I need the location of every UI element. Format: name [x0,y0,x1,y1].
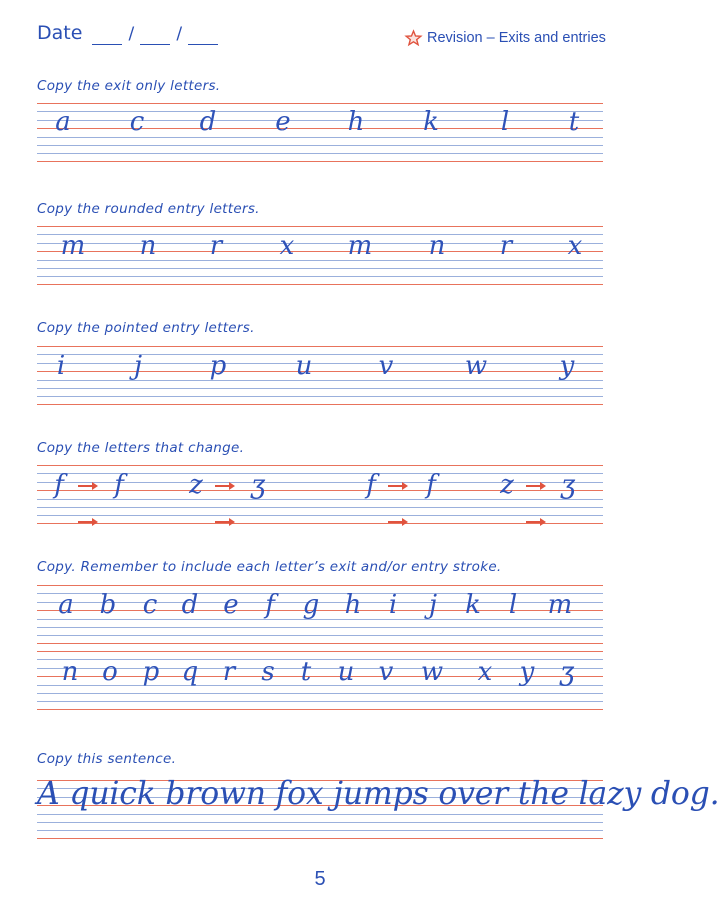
model-letter: o [102,657,118,687]
model-letter: i [388,590,398,620]
ruled-line-red [37,465,603,466]
ruled-line-blue [37,602,603,603]
model-letter: a [58,590,74,620]
ruled-line-red [37,651,603,652]
section-2-instruction: Copy the rounded entry letters. [37,201,260,217]
model-letter: k [465,590,481,620]
model-letter: d [181,590,199,620]
ruled-line-blue [37,507,603,508]
model-letter: f [366,470,376,500]
model-letter: a [55,107,71,137]
ruled-line-blue [37,276,603,277]
ruled-line-blue [37,635,603,636]
ruled-line-red [37,103,603,104]
ruled-line-red [37,585,603,586]
model-letter: c [142,590,158,620]
model-letter: p [209,351,227,381]
model-letter: z [189,470,203,500]
ruled-line-blue [37,137,603,138]
model-letter: w [464,351,488,381]
ruled-line-blue [37,515,603,516]
model-letter: t [300,657,312,687]
ruled-line-red [37,523,603,524]
ruled-line-blue [37,396,603,397]
model-letter: ʒ [250,470,266,500]
arrow-right-icon [78,518,98,526]
model-letter: y [559,351,575,381]
model-letter: e [275,107,291,137]
ruled-line-blue [37,627,603,628]
ruled-line-blue [37,701,603,702]
section-1-instruction: Copy the exit only letters. [37,78,221,94]
ruled-line-blue [37,354,603,355]
model-letter: q [181,657,199,687]
date-field [37,22,218,45]
ruled-line-red [37,346,603,347]
model-letter: f [265,590,275,620]
page-title: Revision – Exits and entries [427,30,606,46]
model-letter: r [499,231,513,261]
model-letter: x [279,231,295,261]
ruled-line-blue [37,260,603,261]
ruled-line-blue [37,693,603,694]
section-3-instruction: Copy the pointed entry letters. [37,320,255,336]
ruled-line-red [37,838,603,839]
star-outline-icon [405,30,422,46]
ruled-line-blue [37,153,603,154]
model-letter: ʒ [560,470,576,500]
ruled-line-blue [37,363,603,364]
arrow-right-icon [215,482,235,490]
date-year-blank[interactable] [188,22,218,45]
ruled-line-blue [37,234,603,235]
ruled-line-blue [37,268,603,269]
ruled-line-red [37,284,603,285]
ruled-line-blue [37,822,603,823]
arrow-right-icon [78,482,98,490]
model-letter: t [568,107,580,137]
ruled-line-red [37,226,603,227]
model-letter: z [500,470,514,500]
date-slash-icon: / [128,24,135,44]
date-slash-icon: / [176,24,183,44]
ruled-line-red [37,371,603,372]
section-4-instruction: Copy the letters that change. [37,440,245,456]
ruled-line-red [37,404,603,405]
model-letter: j [133,351,143,381]
model-letter: g [302,590,320,620]
ruled-line-red [37,161,603,162]
model-letter: l [500,107,510,137]
ruled-line-red [37,251,603,252]
model-letter: h [347,107,365,137]
model-letter: y [519,657,535,687]
model-letter: s [261,657,275,687]
date-month-blank[interactable] [140,22,170,45]
model-letter: n [428,231,446,261]
model-letter: n [139,231,157,261]
date-day-blank[interactable] [92,22,122,45]
model-letter: r [222,657,236,687]
ruled-line-blue [37,830,603,831]
arrow-right-icon [526,518,546,526]
model-letter: u [337,657,355,687]
ruled-line-blue [37,814,603,815]
ruled-line-red [37,643,603,644]
model-letter: l [508,590,518,620]
model-letter: f [426,470,436,500]
model-letter: x [567,231,583,261]
ruled-line-blue [37,685,603,686]
arrow-right-icon [526,482,546,490]
model-letter: i [56,351,66,381]
ruled-line-blue [37,593,603,594]
arrow-right-icon [388,482,408,490]
ruled-line-blue [37,120,603,121]
model-letter: c [129,107,145,137]
model-letter: d [199,107,217,137]
ruled-line-blue [37,619,603,620]
ruled-line-blue [37,659,603,660]
model-letter: v [378,657,394,687]
section-6-instruction: Copy this sentence. [37,751,177,767]
model-letter: u [295,351,313,381]
ruled-line-red [37,709,603,710]
model-letter: k [423,107,439,137]
date-label: Date [37,22,83,44]
model-letter: m [347,231,373,261]
ruled-line-red [37,676,603,677]
model-letter: ʒ [559,657,575,687]
model-sentence: A quick brown fox jumps over the lazy dog. [37,776,719,812]
arrow-right-icon [215,518,235,526]
model-letter: h [344,590,362,620]
ruled-line-blue [37,111,603,112]
model-letter: m [547,590,573,620]
model-letter: x [477,657,493,687]
page-number: 5 [314,868,326,890]
ruled-line-blue [37,388,603,389]
header-title-group [405,30,606,46]
ruled-line-red [37,610,603,611]
model-letter: p [142,657,160,687]
model-letter: n [61,657,79,687]
model-letter: b [99,590,117,620]
model-letter: r [209,231,223,261]
model-letter: f [54,470,64,500]
model-letter: f [114,470,124,500]
model-letter: v [378,351,394,381]
model-letter: w [420,657,444,687]
section-5-instruction: Copy. Remember to include each letter’s exit and/or entry stroke. [37,559,502,575]
ruled-line-red [37,128,603,129]
ruled-line-blue [37,145,603,146]
ruled-line-blue [37,243,603,244]
model-letter: m [60,231,86,261]
ruled-line-blue [37,668,603,669]
model-letter: j [428,590,438,620]
model-letter: e [223,590,239,620]
ruled-line-blue [37,380,603,381]
arrow-right-icon [388,518,408,526]
